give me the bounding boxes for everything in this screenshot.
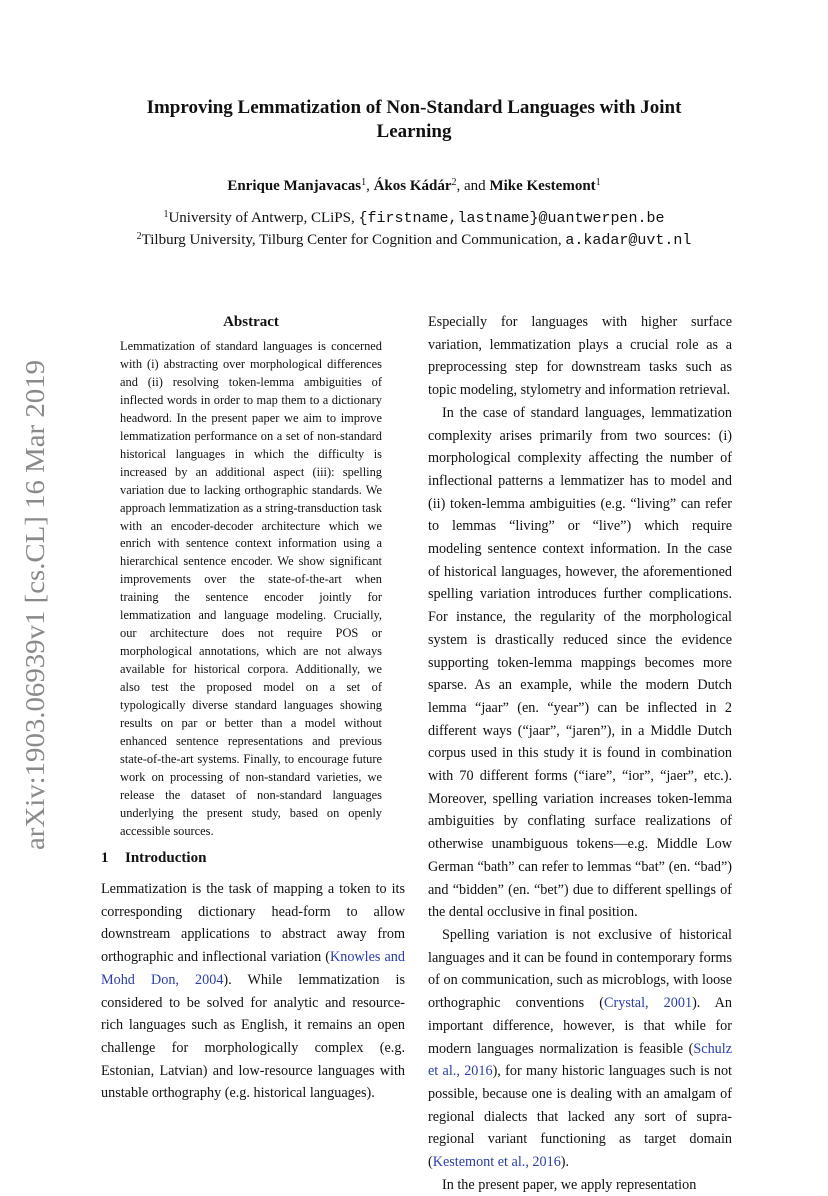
paragraph: In the present paper, we apply representation <box>442 1176 697 1193</box>
paragraph-text: Lemmatization is the task of mapping a token to its corresponding dictionary head-form to allow downstream applications to abstract away from orthographic and inflectional variation ( <box>101 881 405 966</box>
introduction-section <box>101 848 405 1105</box>
affiliation-1 <box>60 208 768 229</box>
section-heading <box>101 848 405 868</box>
paragraph <box>428 924 732 1174</box>
author-affiliation-mark: 1 <box>595 177 601 188</box>
paragraph <box>101 878 405 1105</box>
author-name: Ákos Kádár <box>373 178 452 194</box>
affiliation-mark: 2 <box>136 231 142 242</box>
paragraph-text: ). An important difference, however, is that while for modern languages normalization is feasible ( <box>428 995 733 1057</box>
author-list <box>60 176 768 196</box>
abstract-section <box>120 312 382 841</box>
section-title: Introduction <box>125 850 207 866</box>
affiliation-email: a.kadar@uvt.nl <box>565 232 692 249</box>
paragraph: Especially for languages with higher surface variation, lemmatization plays a crucial role as a preprocessing step for downstream tasks such as topic modeling, stylometry and information retrieval. <box>428 314 732 399</box>
citation-link[interactable]: Schulz et al., 2016 <box>428 1040 732 1080</box>
citation-link[interactable]: Crystal, 2001 <box>604 995 693 1012</box>
paragraph-text: ). <box>560 1154 570 1171</box>
author-affiliation-mark: 1 <box>361 177 367 188</box>
author-separator: , <box>366 178 374 194</box>
section-number: 1 <box>101 850 109 866</box>
affiliation-2 <box>60 230 768 251</box>
author-affiliation-mark: 2 <box>451 177 457 188</box>
paragraph-text: ), for many historic languages such is not possible, because one is dealing with an amalgam of regional dialects that lacked any sort of supra-regional variant functioning as target domain ( <box>428 1063 732 1171</box>
citation-link[interactable]: Knowles and Mohd Don, 2004 <box>101 949 405 988</box>
author-separator: , and <box>456 178 490 194</box>
paragraph-text: ). While lemmatization is considered to be solved for analytic and resource-rich languages such as English, it remains an open challenge for morphologically complex (e.g. Estonian, Latvian) and low-resource languages with unstable orthography (e.g. historical languages). <box>101 971 405 1102</box>
affiliation-email: {firstname,lastname}@uantwerpen.be <box>358 210 665 227</box>
citation-link[interactable]: Kestemont et al., 2016 <box>432 1154 561 1171</box>
affiliation-text: Tilburg University, Tilburg Center for Cognition and Communication, <box>141 232 566 248</box>
affiliation-mark: 1 <box>163 209 169 220</box>
arxiv-stamp <box>14 360 54 850</box>
author-name: Enrique Manjavacas <box>227 178 362 194</box>
author-name: Mike Kestemont <box>489 178 596 194</box>
abstract-text: Lemmatization of standard languages is concerned with (i) abstracting over morphological differences and (ii) resolving token-lemma ambiguities of inflected words in order to map them to a dictionary headword. In the present paper we aim to improve lemmatization performance on a set of non-standard historical languages in which the difficulty is increased by an additional aspect (iii): spelling variation due to lacking orthographic standards. We approach lemmatization as a string-transduction task with an encoder-decoder architecture which we enrich with sentence context information using a hierarchical sentence encoder. We show significant improvements over the state-of-the-art when training the sentence encoder jointly for lemmatization and language modeling. Crucially, our architecture does not require POS or morphological annotations, which are not always available for historical corpora. Additionally, we also test the proposed model on a set of typologically diverse standard languages showing results on par or better than a model without enhanced sentence representations and previous state-of-the-art systems. Finally, to encourage future work on processing of non-standard varieties, we release the dataset of non-standard languages underlying the present study, based on openly accessible sources. <box>120 339 382 838</box>
affiliation-text: University of Antwerp, CLiPS, <box>168 210 359 226</box>
right-column <box>428 311 732 1196</box>
paragraph: In the case of standard languages, lemmatization complexity arises primarily from two sources: (i) morphological complexity affecting the number of inflectional patterns a lemmatizer has to model and (ii) token-lemma ambiguities (e.g. “living” can refer to lemmas “living” or “live”) which require modeling sentence context information. In the case of historical languages, however, the aforementioned spelling variation introduces further complications. For instance, the regularity of the morphological system is drastically reduced since the evidence supporting token-lemma mappings becomes more sparse. As an example, while the modern Dutch lemma “jaar” (en. “year”) can be inflected in 2 different ways (“jaar”, “jaren”), in a Middle Dutch corpus used in this study it is found in combination with 70 different forms (“iare”, “ior”, “jaer”, etc.). Moreover, spelling variation increases token-lemma ambiguities by conflating surface realizations of otherwise unambiguous tokens—e.g. Middle Low German “bath” can refer to lemmas “bat” (en. “bad”) and “bidden” (en. “bet”) due to different spellings of the dental occlusive in final position. <box>428 404 732 921</box>
paragraph-text: Spelling variation is not exclusive of historical languages and it can be found in contemporary forms of on communication, such as microblogs, with loose orthographic conventions ( <box>428 926 732 1012</box>
abstract-heading: Abstract <box>223 314 279 330</box>
paper-title: Improving Lemmatization of Non-Standard Languages with Joint Learning <box>146 97 682 142</box>
arxiv-identifier: arXiv:1903.06939v1 [cs.CL] 16 Mar 2019 <box>20 391 50 850</box>
